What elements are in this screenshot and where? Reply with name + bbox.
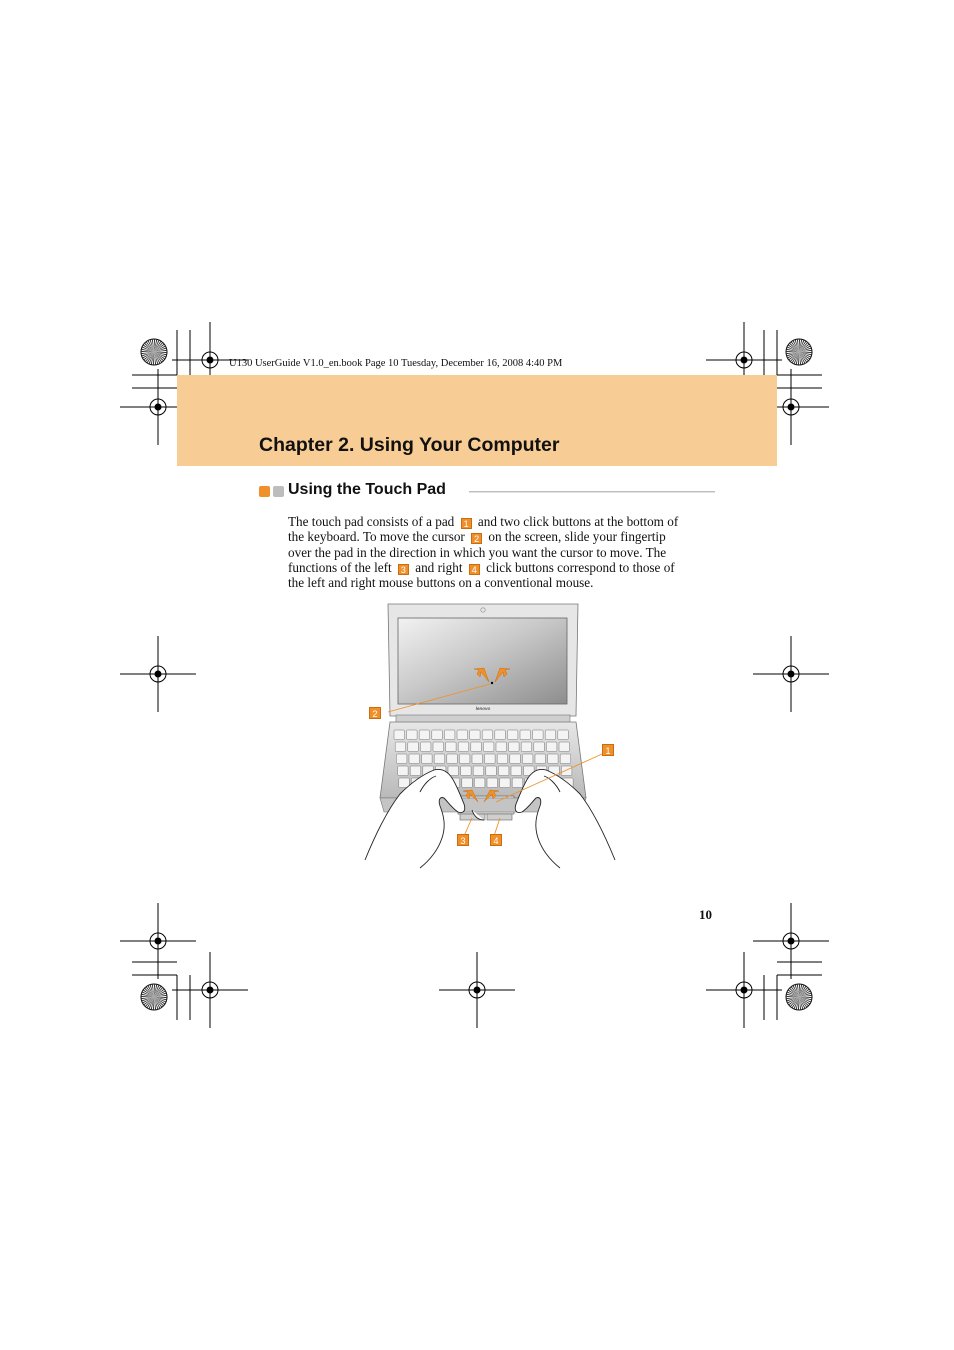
keyboard-key [472,754,483,764]
keyboard-key [409,754,420,764]
keyboard-key [487,778,498,788]
keyboard-key [432,730,443,740]
keyboard-key [399,778,410,788]
registration-mark-icon [706,952,782,1028]
section-divider [469,491,715,493]
star-target-icon [786,984,812,1010]
body-text-line [288,545,713,560]
keyboard-key [408,742,419,752]
keyboard-key [520,730,531,740]
keyboard-key [394,730,405,740]
keyboard-key [500,778,511,788]
touchpad-illustration [360,598,620,884]
keyboard-key [511,766,522,776]
keyboard-key [482,730,493,740]
callout-pad: 1 [602,744,614,756]
callout-right-button: 4 [490,834,502,846]
keyboard-key [497,754,508,764]
star-target-icon [786,339,812,365]
cursor-icon [491,682,493,684]
orange-bullet-icon [259,486,270,497]
brand-logo: lenovo [475,706,491,711]
body-text-line [288,560,713,575]
laptop-screen [398,618,567,704]
callout-number-badge: 4 [469,564,480,575]
keyboard-key [522,754,533,764]
registration-mark-icon [172,952,248,1028]
keyboard-key [448,766,459,776]
keyboard-key [446,742,457,752]
keyboard-key [486,766,497,776]
body-text-segment: over the pad in the direction in which you want the cursor to move. The [288,544,667,560]
keyboard-key [483,742,494,752]
keyboard-key [470,730,481,740]
keyboard-key [546,742,557,752]
gray-bullet-icon [273,486,284,497]
keyboard-key [473,766,484,776]
keyboard-key [560,754,571,764]
body-text-segment: the keyboard. To move the cursor [288,529,469,545]
body-text-segment: and right [411,559,466,575]
body-text-segment: functions of the left [288,559,395,575]
registration-mark-icon [753,903,829,979]
body-text-segment: click buttons correspond to those of [482,559,675,575]
keyboard-key [396,754,407,764]
keyboard-key [395,742,406,752]
keyboard-key [509,742,519,752]
page-number: 10 [699,907,712,922]
keyboard-key [559,742,570,752]
keyboard-key [507,730,518,740]
keyboard-key [545,730,556,740]
section-title: Using the Touch Pad [288,481,446,498]
body-text-line [288,575,713,590]
keyboard-key [561,766,572,776]
keyboard-key [410,766,421,776]
keyboard-key [558,730,569,740]
registration-mark-icon [120,636,196,712]
body-text-segment: the left and right mouse buttons on a conventional mouse. [288,575,594,591]
registration-mark-icon [439,952,515,1028]
body-text-line [288,529,713,544]
body-text-segment: The touch pad consists of a pad [288,514,458,529]
keyboard-key [534,742,545,752]
keyboard-key [535,754,546,764]
keyboard-key [533,730,544,740]
body-text-segment: and two click buttons at the bottom of [474,514,679,529]
keyboard-key [419,730,430,740]
keyboard-key [462,778,473,788]
callout-left-button: 3 [457,834,469,846]
keyboard-key [548,754,559,764]
keyboard-key [461,766,472,776]
keyboard-key [510,754,521,764]
keyboard-key [521,742,532,752]
keyboard-key [420,742,431,752]
callout-number-badge: 2 [471,533,482,544]
keyboard-key [433,742,444,752]
callout-cursor: 2 [369,707,381,719]
keyboard-key [474,778,485,788]
keyboard-key [458,742,469,752]
callout-number-badge: 3 [398,564,409,575]
chapter-title: Chapter 2. Using Your Computer [259,434,560,456]
keyboard-key [444,730,455,740]
star-target-icon [141,339,167,365]
section-bullet-icons [259,486,285,498]
keyboard-key [496,742,507,752]
body-text-line [288,514,713,529]
keyboard-key [471,742,482,752]
keyboard-key [512,778,523,788]
keyboard-key [457,730,468,740]
keyboard-key [434,754,445,764]
registration-mark-icon [753,636,829,712]
book-file-header: U130 UserGuide V1.0_en.book Page 10 Tuesday, December 16, 2008 4:40 PM [229,358,563,369]
keyboard-key [485,754,496,764]
body-paragraph [288,514,713,590]
keyboard-key [422,754,433,764]
keyboard-key [447,754,458,764]
star-target-icon [141,984,167,1010]
callout-number-badge: 1 [461,518,472,529]
body-text-segment: on the screen, slide your fingertip [485,529,666,545]
keyboard-key [495,730,506,740]
registration-mark-icon [120,903,196,979]
keyboard-key [459,754,470,764]
keyboard-key [398,766,409,776]
keyboard-key [407,730,418,740]
keyboard-key [498,766,509,776]
